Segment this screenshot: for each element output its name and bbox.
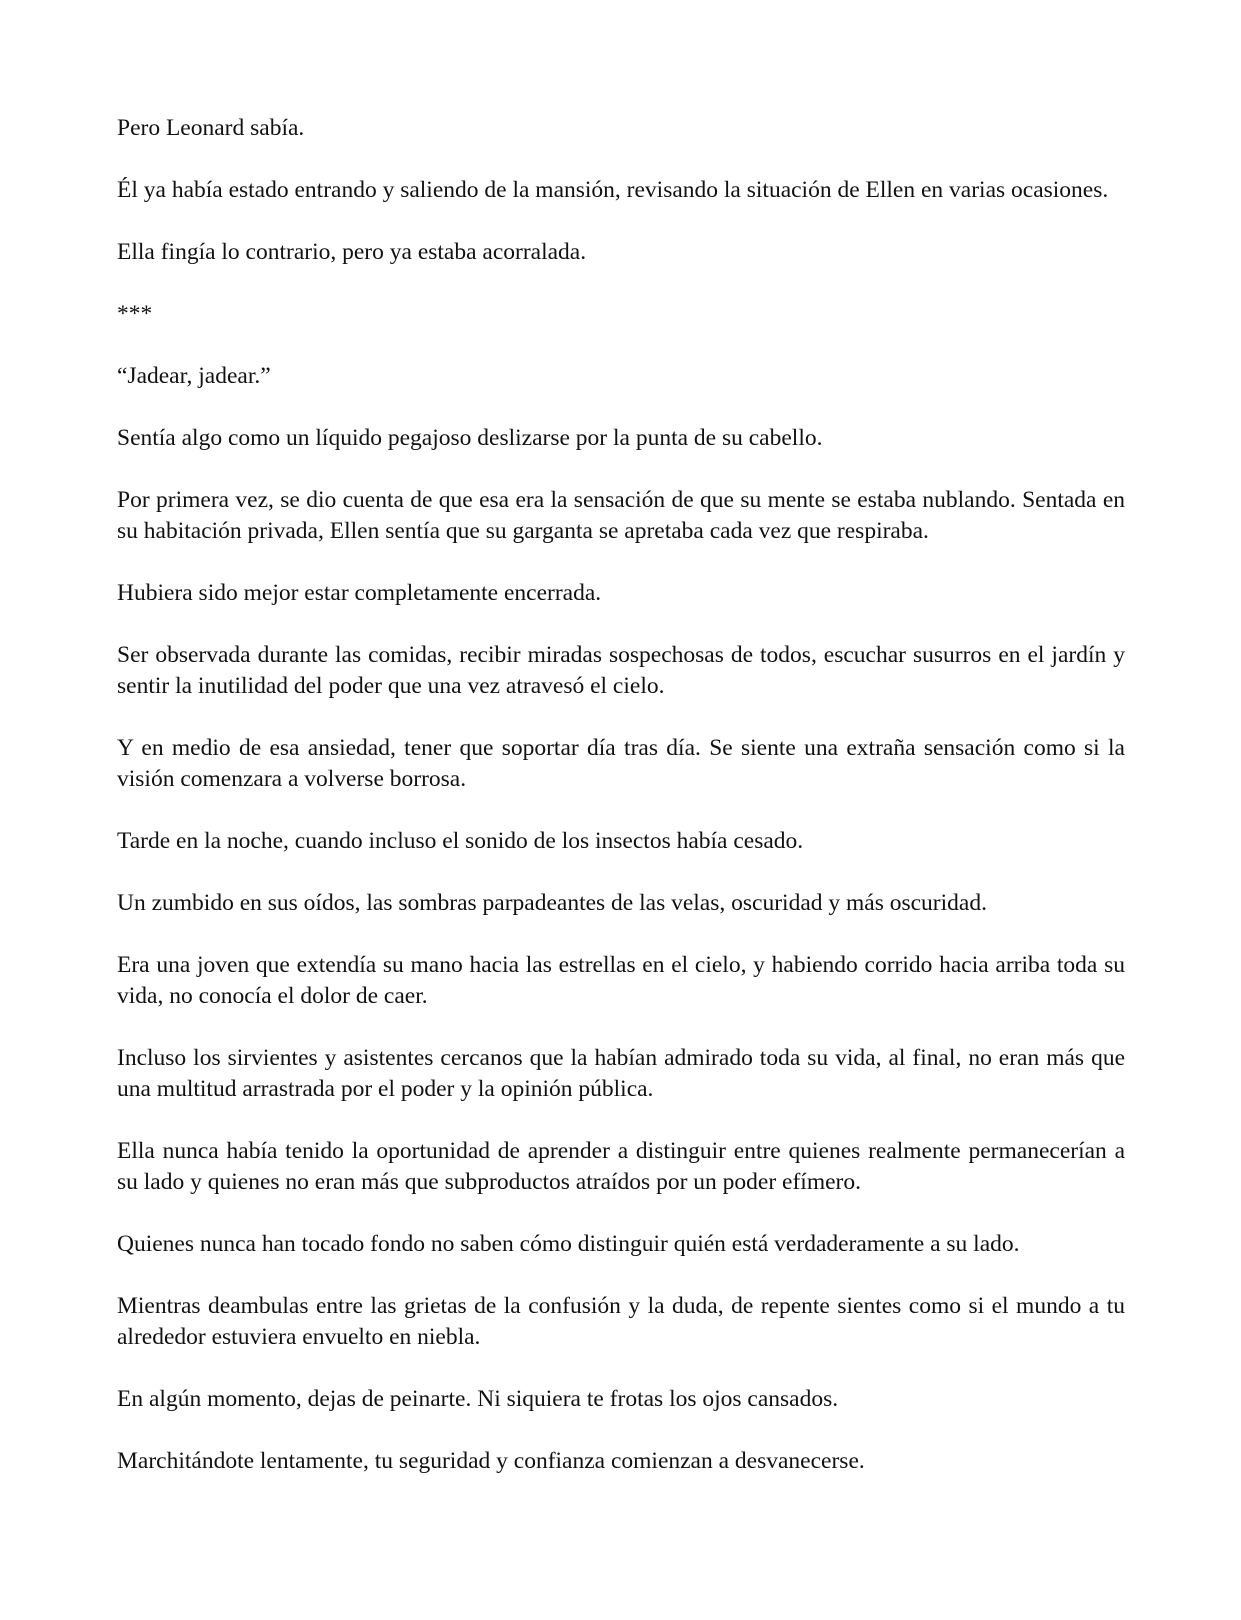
paragraph: Por primera vez, se dio cuenta de que esa era la sensación de que su mente se estaba nublando. Sentada en su habitación privada, Ellen sentía que su garganta se apretaba cada vez que respiraba.: [117, 487, 1125, 544]
paragraph: Y en medio de esa ansiedad, tener que soportar día tras día. Se siente una extraña sensación como si la visión comenzara a volverse borrosa.: [117, 735, 1125, 792]
paragraph: Un zumbido en sus oídos, las sombras parpadeantes de las velas, oscuridad y más oscuridad.: [117, 890, 987, 916]
paragraph: Tarde en la noche, cuando incluso el sonido de los insectos había cesado.: [117, 828, 804, 854]
paragraph: Marchitándote lentamente, tu seguridad y confianza comienzan a desvanecerse.: [117, 1448, 865, 1474]
paragraph: Hubiera sido mejor estar completamente encerrada.: [117, 580, 602, 606]
paragraph: Pero Leonard sabía.: [117, 115, 305, 141]
paragraph: Quienes nunca han tocado fondo no saben cómo distinguir quién está verdaderamente a su lado.: [117, 1231, 1020, 1257]
paragraph: Mientras deambulas entre las grietas de la confusión y la duda, de repente sientes como si el mundo a tu alrededor estuviera envuelto en niebla.: [117, 1293, 1125, 1350]
paragraph: Era una joven que extendía su mano hacia las estrellas en el cielo, y habiendo corrido hacia arriba toda su vida, no conocía el dolor de caer.: [117, 952, 1125, 1009]
document-body: [117, 113, 1125, 1477]
paragraph: En algún momento, dejas de peinarte. Ni siquiera te frotas los ojos cansados.: [117, 1386, 839, 1412]
paragraph: Incluso los sirvientes y asistentes cercanos que la habían admirado toda su vida, al final, no eran más que una multitud arrastrada por el poder y la opinión pública.: [117, 1045, 1125, 1102]
paragraph: Ser observada durante las comidas, recibir miradas sospechosas de todos, escuchar susurros en el jardín y sentir la inutilidad del poder que una vez atravesó el cielo.: [117, 642, 1125, 699]
paragraph: Sentía algo como un líquido pegajoso deslizarse por la punta de su cabello.: [117, 425, 823, 451]
scene-break: ***: [117, 301, 153, 327]
paragraph: Él ya había estado entrando y saliendo de la mansión, revisando la situación de Ellen en varias ocasiones.: [117, 177, 1109, 203]
paragraph: “Jadear, jadear.”: [117, 363, 271, 389]
paragraph: Ella fingía lo contrario, pero ya estaba acorralada.: [117, 239, 587, 265]
paragraph: Ella nunca había tenido la oportunidad de aprender a distinguir entre quienes realmente permanecerían a su lado y quienes no eran más que subproductos atraídos por un poder efímero.: [117, 1138, 1125, 1195]
